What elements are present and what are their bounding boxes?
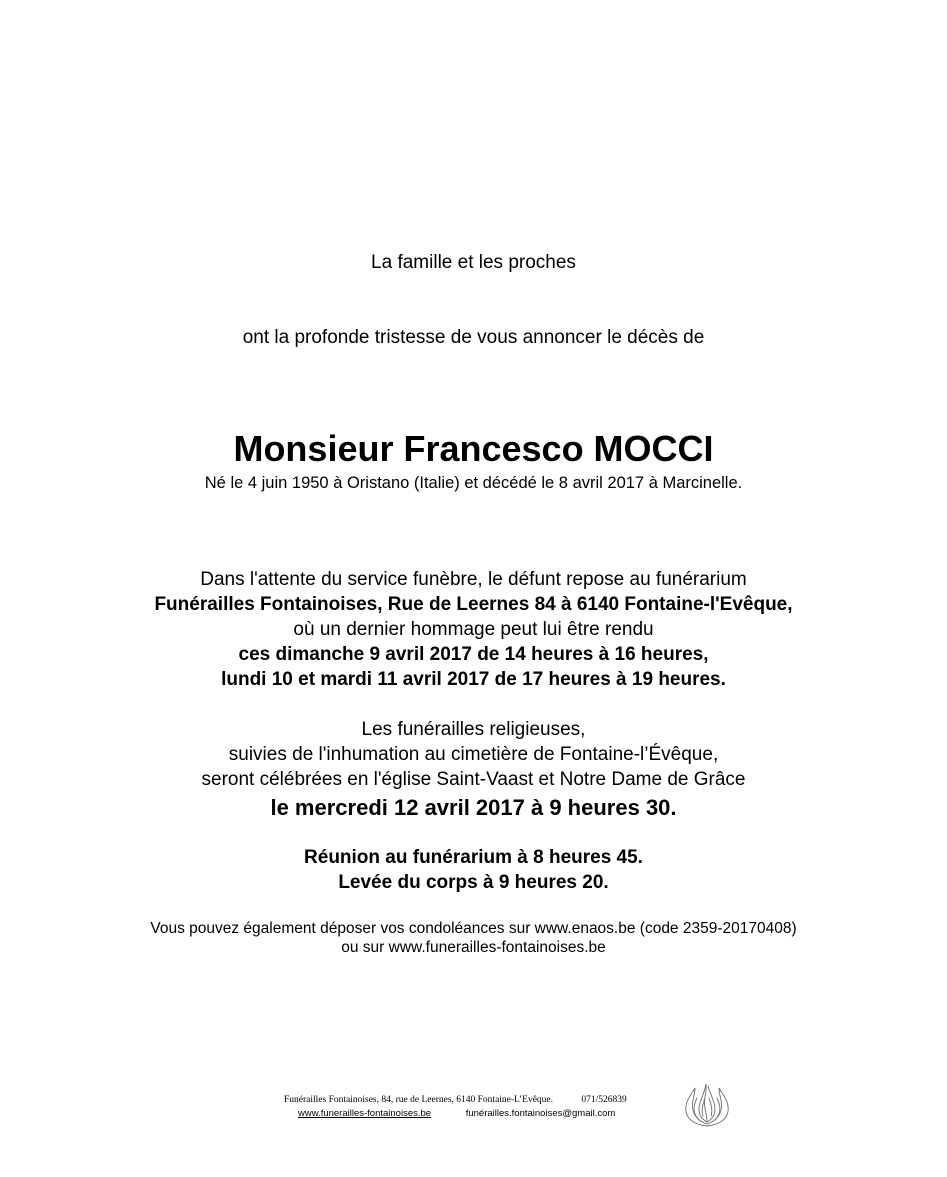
footer-email: funérailles.fontainoises@gmail.com: [465, 1108, 616, 1119]
levee-time: Levée du corps à 9 heures 20.: [338, 872, 609, 893]
reunion-time: Réunion au funérarium à 8 heures 45.: [304, 847, 643, 868]
family-line: La famille et les proches: [371, 252, 576, 273]
footer-phone: 071/526839: [581, 1095, 627, 1105]
flame-logo-icon: [679, 1080, 735, 1128]
tribute-line: où un dernier hommage peut lui être rendu: [293, 619, 654, 640]
footer-address-line: [284, 1095, 627, 1105]
ceremony-line-3: seront célébrées en l'église Saint-Vaast et Notre Dame de Grâce: [201, 769, 746, 790]
visiting-hours-1: ces dimanche 9 avril 2017 de 14 heures à 16 heures,: [238, 644, 709, 665]
footer-address: Funérailles Fontainoises, 84, rue de Leernes, 6140 Fontaine-L’Evêque.: [284, 1095, 554, 1105]
deceased-name: Monsieur Francesco MOCCI: [233, 428, 714, 469]
ceremony-line-2: suivies de l'inhumation au cimetière de Fontaine-l’Évêque,: [228, 744, 719, 765]
birth-death-line: Né le 4 juin 1950 à Oristano (Italie) et décédé le 8 avril 2017 à Marcinelle.: [204, 474, 743, 492]
footer-website-link[interactable]: www.funerailles-fontainoises.be: [298, 1108, 432, 1119]
footer-contact-line: [298, 1108, 615, 1119]
condolences-line-1: Vous pouvez également déposer vos condoléances sur www.enaos.be (code 2359-20170408): [150, 920, 797, 937]
announcement-line: ont la profonde tristesse de vous annoncer le décès de: [242, 327, 705, 348]
funerarium-address: Funérailles Fontainoises, Rue de Leernes 84 à 6140 Fontaine-l'Evêque,: [154, 594, 793, 615]
rest-intro: Dans l'attente du service funèbre, le défunt repose au funérarium: [200, 569, 747, 590]
ceremony-date: le mercredi 12 avril 2017 à 9 heures 30.: [270, 795, 677, 820]
visiting-hours-2: lundi 10 et mardi 11 avril 2017 de 17 heures à 19 heures.: [221, 669, 726, 690]
condolences-line-2: ou sur www.funerailles-fontainoises.be: [341, 939, 606, 956]
ceremony-line-1: Les funérailles religieuses,: [361, 719, 586, 740]
